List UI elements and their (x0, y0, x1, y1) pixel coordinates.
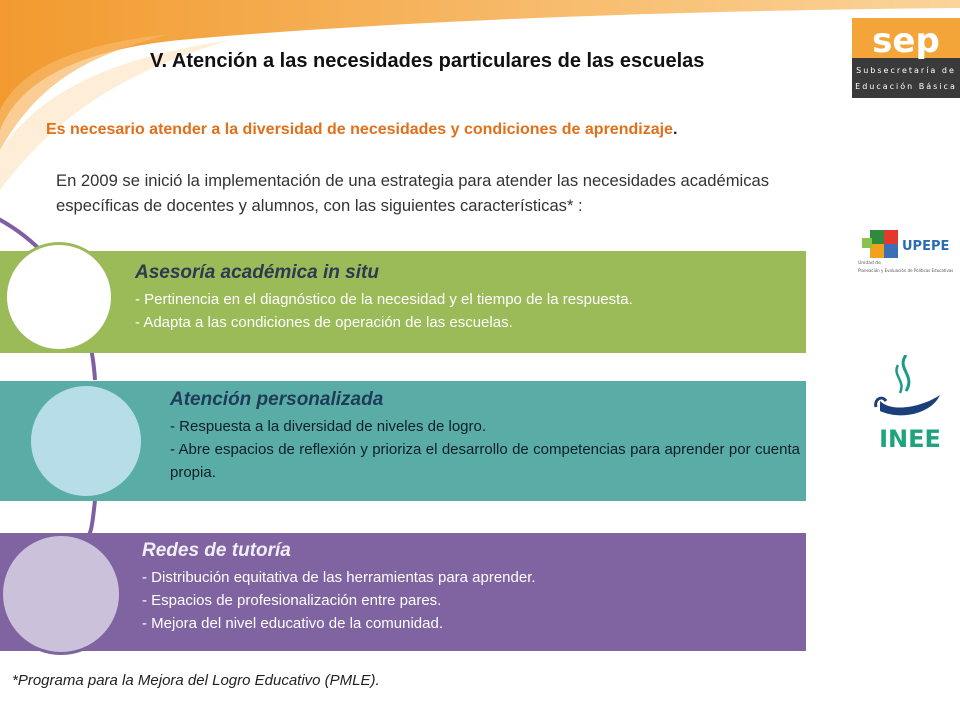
feature-line: - Espacios de profesionalización entre pares. (142, 592, 442, 609)
inee-logo-name: INEE (879, 425, 941, 453)
subtitle (46, 121, 677, 139)
inee-logo (872, 355, 948, 455)
feature-band-content (170, 389, 800, 484)
feature-band-asesoria (0, 251, 806, 353)
sep-logo-line1: Subsecretaría de (856, 66, 956, 75)
sep-logo-line2: Educación Básica (855, 82, 957, 91)
feature-band-content (135, 262, 795, 334)
page-title: V. Atención a las necesidades particulares de las escuelas (150, 50, 705, 72)
upepe-logo-line1: Unidad de (858, 261, 881, 266)
feature-line: - Pertinencia en el diagnóstico de la necesidad y el tiempo de la respuesta. (135, 291, 633, 308)
sep-logo (852, 18, 960, 98)
subtitle-text: Es necesario atender a la diversidad de necesidades y condiciones de aprendizaje (46, 121, 673, 138)
feature-line: - Respuesta a la diversidad de niveles de logro. (170, 418, 487, 435)
bullet-circle-green (4, 242, 114, 352)
sep-logo-word: sep (872, 21, 940, 61)
feature-band-content (142, 540, 792, 635)
upepe-logo-line2: Planeación y Evaluación de Políticas Educativas (858, 268, 954, 273)
feature-line: - Mejora del nivel educativo de la comunidad. (142, 615, 444, 632)
upepe-logo (856, 226, 960, 282)
bullet-circle-purple (0, 533, 122, 655)
feature-title: Atención personalizada (170, 389, 384, 410)
feature-line: - Adapta a las condiciones de operación de las escuelas. (135, 314, 513, 331)
feature-line: - Distribución equitativa de las herramientas para aprender. (142, 569, 536, 586)
upepe-logo-name: UPEPE (902, 239, 950, 254)
feature-line: - Abre espacios de reflexión y prioriza el desarrollo de competencias para aprender por cuenta propia. (170, 441, 800, 481)
feature-title: Redes de tutoría (142, 540, 291, 561)
feature-title: Asesoría académica in situ (135, 262, 379, 283)
intro-paragraph: En 2009 se inició la implementación de una estrategia para atender las necesidades académicas específicas de docentes y alumnos, con las siguientes características* : (56, 171, 770, 215)
footnote: *Programa para la Mejora del Logro Educativo (PMLE). (12, 672, 380, 689)
bullet-circle-teal (28, 383, 144, 499)
subtitle-period: . (672, 121, 678, 138)
